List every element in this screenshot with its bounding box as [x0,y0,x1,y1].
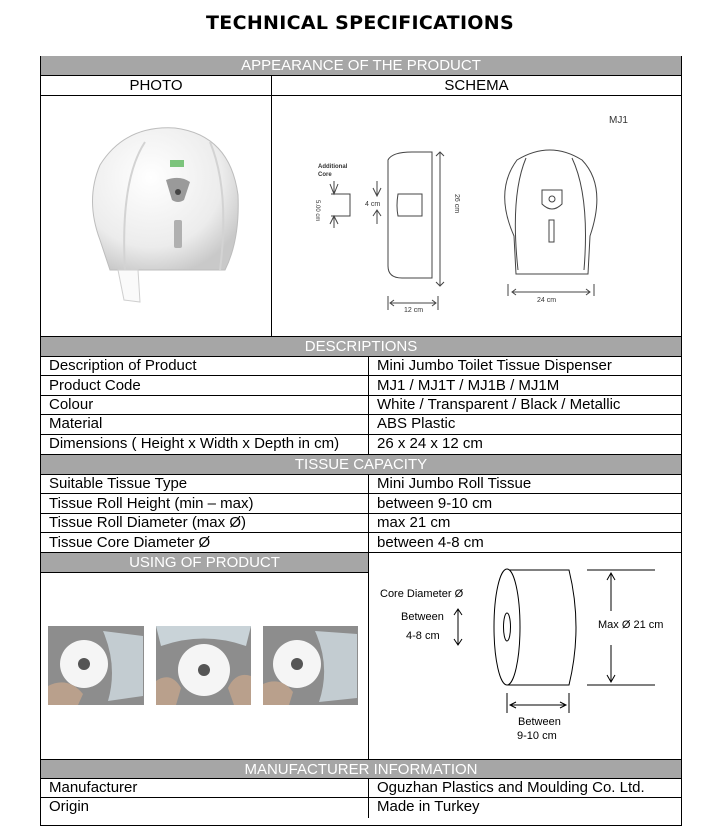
using-header: USING OF PRODUCT [41,553,368,572]
tissue-value-diameter: max 21 cm [377,514,451,531]
tissue-value-type: Mini Jumbo Roll Tissue [377,475,532,492]
manufacturer-value: Oguzhan Plastics and Moulding Co. Ltd. [377,779,645,796]
svg-text:24 cm: 24 cm [537,297,557,304]
origin-label: Origin [49,798,90,815]
roll-diagram [369,553,681,759]
tissue-label-height: Tissue Roll Height (min – max) [49,495,254,512]
tissue-label-diameter: Tissue Roll Diameter (max Ø) [49,514,246,531]
origin-value: Made in Turkey [377,798,480,815]
desc-label-code: Product Code [49,377,141,394]
tissue-label-type: Suitable Tissue Type [49,475,188,492]
desc-label-colour: Colour [49,396,94,413]
photo-label: PHOTO [129,77,183,94]
desc-value-description: Mini Jumbo Toilet Tissue Dispenser [377,357,612,374]
tissue-label-core: Tissue Core Diameter Ø [49,534,211,551]
svg-text:12 cm: 12 cm [404,307,424,314]
usage-photos [48,626,360,706]
svg-text:Between: Between [401,611,444,623]
schema-label: SCHEMA [444,77,509,94]
desc-value-dimensions: 26 x 24 x 12 cm [377,435,483,452]
tissue-value-core: between 4-8 cm [377,534,484,551]
svg-text:Between: Between [518,716,561,728]
manufacturer-label: Manufacturer [49,779,138,796]
product-photo [80,120,240,305]
desc-value-code: MJ1 / MJ1T / MJ1B / MJ1M [377,377,560,394]
tissue-value-height: between 9-10 cm [377,495,493,512]
descriptions-header: DESCRIPTIONS [41,337,681,356]
desc-label-dimensions: Dimensions ( Height x Width x Depth in cm) [49,435,340,452]
svg-text:26 cm: 26 cm [453,194,460,214]
appearance-header: APPEARANCE OF THE PRODUCT [41,56,681,75]
page-title: TECHNICAL SPECIFICATIONS [206,12,514,34]
svg-text:4 cm: 4 cm [365,201,381,208]
schema-model: MJ1 [609,115,628,126]
svg-text:5.00 cm: 5.00 cm [314,200,320,222]
desc-label-material: Material [49,415,103,432]
manufacturer-header: MANUFACTURER INFORMATION [41,760,681,779]
desc-value-material: ABS Plastic [377,415,456,432]
core-diameter-label: Core Diameter Ø [380,588,464,600]
desc-label-description: Description of Product [49,357,197,374]
svg-text:Additional: Additional [318,164,348,170]
schema-drawing [272,96,681,336]
svg-text:9-10 cm: 9-10 cm [517,730,557,742]
tissue-header: TISSUE CAPACITY [41,455,681,474]
max-diameter-label: Max Ø 21 cm [598,619,664,631]
svg-text:4-8 cm: 4-8 cm [406,630,440,642]
desc-value-colour: White / Transparent / Black / Metallic [377,396,621,413]
svg-text:Core: Core [318,172,332,178]
